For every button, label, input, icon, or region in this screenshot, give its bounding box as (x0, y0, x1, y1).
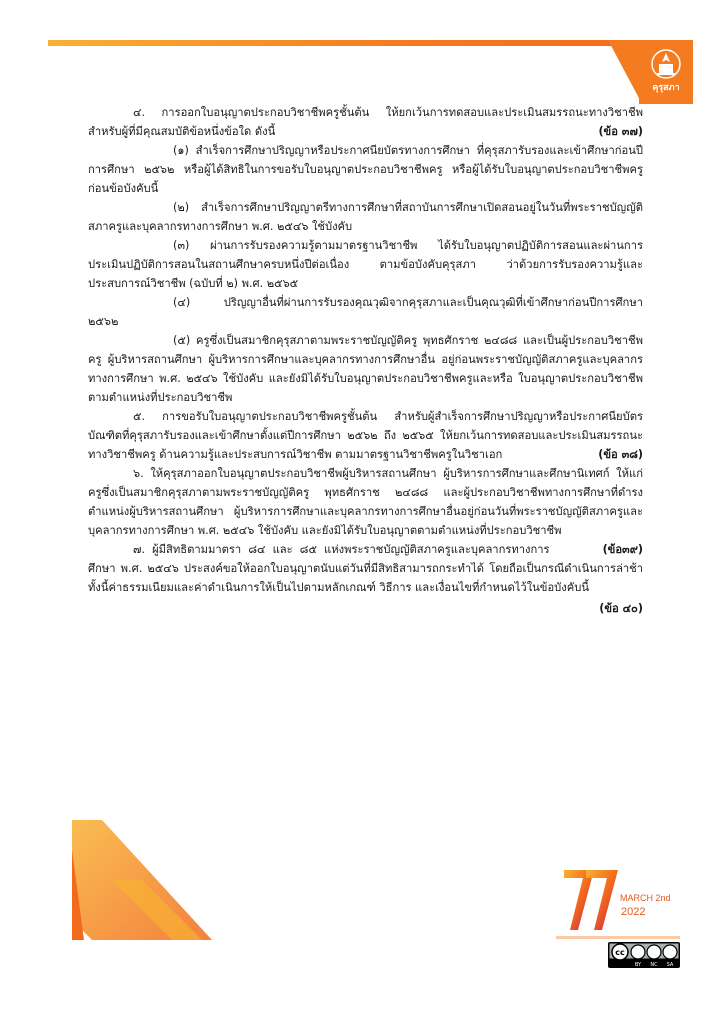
paragraph-4-3: (๓) ผ่านการรับรองความรู้ตามมาตรฐานวิชาชีพ ได้รับใบอนุญาตปฏิบัติการสอนและผ่านการประเมินปฏิบัติการสอนในสถานศึกษาครบหนึ่งปีต่อเนื่อง ตามข้อบังคับคุรุสภา ว่าด้วยการรับรองความรู้และประสบการณ์วิชาชีพ (ฉบับที่ ๒) พ.ศ. ๒๕๖๕ (88, 239, 643, 290)
paragraph-6: ๖. ให้คุรุสภาออกใบอนุญาตประกอบวิชาชีพผู้บริหารสถานศึกษา ผู้บริหารการศึกษาและศึกษานิเทศก์ ให้แก่ครูซึ่งเป็นสมาชิกคุรุสภาตามพระราชบัญญัติครู พุทธศักราช ๒๔๘๘ และผู้ประกอบวิชาชีพทางการศึกษาที่ดำรงตำแหน่งผู้บริหารสถานศึกษา ผู้บริหารการศึกษาและบุคลากรทางการศึกษาอื่นอยู่ก่อนวันที่พระราชบัญญัติสภาครูและบุคลากรทางการศึกษา พ.ศ. ๒๕๔๖ ใช้บังคับ และยังมิได้รับใบอนุญาตตามตำแหน่งที่ประกอบวิชาชีพ (ข้อ๓๙) (88, 464, 643, 540)
paragraph-5: ๕. การขอรับใบอนุญาตประกอบวิชาชีพครูชั้นต้น สำหรับผู้สำเร็จการศึกษาปริญญาหรือประกาศนียบัตรบัณฑิตที่คุรุสภารับรองและเข้าศึกษาตั้งแต่ปีการศึกษา ๒๕๖๒ ถึง ๒๕๖๕ ให้ยกเว้นการทดสอบและประเมินสมรรถนะทางวิชาชีพครู ด้านความรู้และประสบการณ์วิชาชีพ ตามมาตรฐานวิชาชีพครูในวิชาเอก (ข้อ ๓๘) (88, 407, 643, 464)
clause-ref: (ข้อ ๓๘) (598, 448, 643, 461)
document-body (88, 103, 643, 618)
paragraph-4-5: (๕) ครูซึ่งเป็นสมาชิกคุรุสภาตามพระราชบัญญัติครู พุทธศักราช ๒๔๘๘ และเป็นผู้ประกอบวิชาชีพครู ผู้บริหารสถานศึกษา ผู้บริหารการศึกษาและบุคลากรทางการศึกษาอื่น อยู่ก่อนพระราชบัญญัติสภาครูและบุคลากรทางการศึกษา พ.ศ. ๒๕๔๖ ใช้บังคับ และยังมิได้รับใบอนุญาตประกอบวิชาชีพครูและหรือ ใบอนุญาตประกอบวิชาชีพตามตำแหน่งที่ประกอบวิชาชีพ (88, 334, 643, 404)
header-bar (48, 40, 688, 100)
cc-by-label: BY (634, 962, 642, 968)
clause-ref: (ข้อ ๓๗) (598, 125, 643, 138)
paragraph-4-1: (๑) สำเร็จการศึกษาปริญญาหรือประกาศนียบัตรทางการศึกษา ที่คุรุสภารับรองและเข้าศึกษาก่อนปีการศึกษา ๒๕๖๒ หรือผู้ได้สิทธิในการขอรับใบอนุญาตประกอบวิชาชีพครู หรือผู้ได้รับใบอนุญาตประกอบวิชาชีพครู ก่อนข้อบังคับนี้ (88, 144, 643, 195)
paragraph-4-4: (๔) ปริญญาอื่นที่ผ่านการรับรองคุณวุฒิจากคุรุสภาและเป็นคุณวุฒิที่เข้าศึกษาก่อนปีการศึกษา ๒๕๖๒ (88, 296, 643, 328)
decorative-stripes (72, 820, 252, 940)
cc-badge-label: cc (615, 948, 625, 957)
paragraph-7: ๗. ผู้มีสิทธิตามมาตรา ๘๔ และ ๘๕ แห่งพระราชบัญญัติสภาครูและบุคลากรทางการศึกษา พ.ศ. ๒๕๔๖ ประสงค์ขอให้ออกใบอนุญาตนับแต่วันที่มีสิทธิสามารถกระทำได้ โดยถือเป็นกรณีดำเนินการล่าช้า ทั้งนี้ค่าธรรมเนียมและค่าดำเนินการให้เป็นไปตามหลักเกณฑ์ วิธีการ และเงื่อนไขที่กำหนดไว้ในข้อบังคับนี้ (88, 543, 643, 594)
cc-nc-label: NC (650, 962, 658, 968)
anniversary-year: 2022 (621, 906, 646, 918)
final-clause-ref: (ข้อ ๔๐) (599, 602, 643, 615)
cc-sa-label: SA (666, 962, 674, 968)
clause-ref: (ข้อ๓๙) (602, 543, 643, 556)
paragraph-4-2: (๒) สำเร็จการศึกษาปริญญาตรีทางการศึกษาที่สถาบันการศึกษาเปิดสอนอยู่ในวันที่พระราชบัญญัติสภาครูและบุคลากรทางการศึกษา พ.ศ. ๒๕๔๖ ใช้บังคับ (88, 201, 643, 233)
anniversary-month: MARCH 2nd (620, 893, 671, 903)
kurusapha-logo (639, 40, 693, 104)
paragraph-4: ๔. การออกใบอนุญาตประกอบวิชาชีพครูชั้นต้น ให้ยกเว้นการทดสอบและประเมินสมรรถนะทางวิชาชีพสำหรับผู้ที่มีคุณสมบัติข้อหนึ่งข้อใด ดังนี้ (ข้อ ๓๗) (88, 103, 643, 141)
logo-text: คุรุสภา (652, 83, 680, 93)
cc-license-icon (608, 942, 680, 968)
